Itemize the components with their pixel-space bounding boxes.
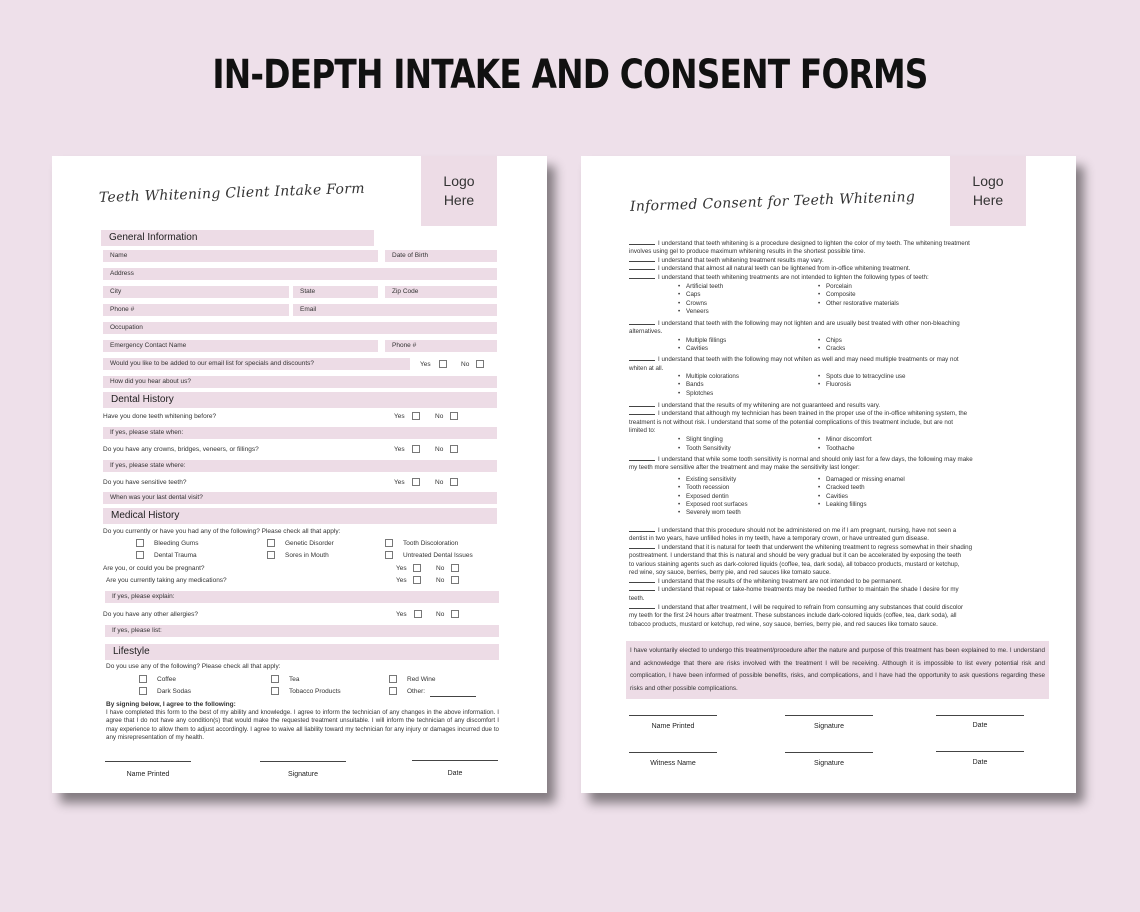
agreement-text: I have completed this form to the best of my ability and knowledge. I agree to inform the technician of any changes in the above information. I agree that I do not have any condition(s) that would make the requested treatment unsuitable. I will inform the technician of any discomfort I may experience to allow them to adjust accordingly. I agree to waive all liability toward my technician for any injury or damages incurred due to any misrepresentation of my health. <box>106 709 499 741</box>
dental-q1-yes-checkbox[interactable] <box>412 412 420 420</box>
consent-line: I understand that teeth with the following may not lighten and are usually best treated with other non-bleaching <box>629 320 960 329</box>
list-item: • Crowns <box>686 300 707 307</box>
pregnant-yes-checkbox[interactable] <box>413 564 421 572</box>
list-item: • Leaking fillings <box>826 501 867 508</box>
zip-field[interactable]: Zip Code <box>385 286 497 298</box>
lifestyle-label: Coffee <box>157 676 177 683</box>
list-item: • Artificial teeth <box>686 283 723 290</box>
phone-field[interactable]: Phone # <box>103 304 289 316</box>
condition-checkbox[interactable] <box>136 551 144 559</box>
medical-q2: Are you, or could you be pregnant? <box>103 565 205 572</box>
dental-q3-no-checkbox[interactable] <box>450 478 458 486</box>
consent-line: I understand that teeth whitening treatments are not intended to lighten the following types of teeth: <box>629 274 929 283</box>
list-item: • Splotches <box>686 390 713 397</box>
intake-form-page <box>52 156 547 793</box>
list-item: • Porcelain <box>826 283 852 290</box>
list-item: • Cavities <box>686 345 708 352</box>
list-item: • Minor discomfort <box>826 436 872 443</box>
name-printed-label: Name Printed <box>651 723 695 730</box>
list-item: • Fluorosis <box>826 381 851 388</box>
yes-label: Yes <box>420 361 431 368</box>
dental-q2-no-checkbox[interactable] <box>450 445 458 453</box>
medications-follow-field[interactable]: If yes, please explain: <box>105 591 499 603</box>
agreement-heading: By signing below, I agree to the following: <box>106 701 236 708</box>
consent-line: whiten at all. <box>629 365 664 372</box>
list-item: • Cavities <box>826 493 848 500</box>
consent-line: I understand that while some tooth sensitivity is normal and should only last for a few days, the following may make <box>629 456 973 465</box>
no-label: No <box>436 577 445 584</box>
consent-line: tobacco products, mustard or ketchup, red wine, soy sauce, berries, berry pie, and red sauces like tomato sauce. <box>629 621 938 628</box>
consent-form-page <box>581 156 1076 793</box>
signature-label: Signature <box>814 760 844 767</box>
intake-form-title: Teeth Whitening Client Intake Form <box>98 180 366 206</box>
signature-line[interactable] <box>936 751 1024 752</box>
list-item: • Veneers <box>686 308 709 315</box>
list-item: • Severely worn teeth <box>686 509 741 516</box>
consent-line: I understand that the results of my whitening are not guaranteed and results vary. <box>629 402 880 411</box>
lifestyle-label: Other: <box>407 688 426 695</box>
city-field[interactable]: City <box>103 286 289 298</box>
medications-yes-checkbox[interactable] <box>413 576 421 584</box>
list-item: • Chips <box>826 337 842 344</box>
email-list-yes-checkbox[interactable] <box>439 360 447 368</box>
consent-line: my teeth for the first 24 hours after treatment. These substances include dark-colored liquids (coffee, tea, dark soda), all <box>629 612 957 619</box>
voluntary-consent-statement: I have voluntarily elected to undergo this treatment/procedure after the nature and purpose of this treatment has been explained to me. I understand and acknowledge that there are risks involved with the treatment I will be receiving. Although it is impossible to list every potential risk and complication, I have been informed of possible benefits, risks, and complications, and I have had the opportunity to ask questions regarding these risks and other possible complications. <box>626 641 1049 699</box>
email-field[interactable]: Email <box>293 304 497 316</box>
consent-line: I understand that repeat or take-home treatments may be needed further to maintain the shade I desire for my <box>629 586 959 595</box>
consent-line: alternatives. <box>629 328 663 335</box>
signature-line[interactable] <box>105 761 191 762</box>
lifestyle-label: Red Wine <box>407 676 436 683</box>
lifestyle-checkbox[interactable] <box>139 675 147 683</box>
yes-label: Yes <box>396 577 407 584</box>
list-item: • Composite <box>826 291 856 298</box>
list-item: • Toothache <box>826 445 855 452</box>
lifestyle-label: Tobacco Products <box>289 688 341 695</box>
yes-label: Yes <box>396 611 407 618</box>
other-input-line[interactable] <box>430 696 476 697</box>
yes-label: Yes <box>396 565 407 572</box>
dental-q1: Have you done teeth whitening before? <box>103 413 217 420</box>
allergies-yes-checkbox[interactable] <box>414 610 422 618</box>
list-item: • Bands <box>686 381 704 388</box>
list-item: • Exposed root surfaces <box>686 501 748 508</box>
date-label: Date <box>972 722 988 729</box>
medical-q1: Do you currently or have you had any of the following? Please check all that apply: <box>103 528 341 535</box>
no-label: No <box>435 413 444 420</box>
date-label: Date <box>972 759 988 766</box>
list-item: • Multiple fillings <box>686 337 726 344</box>
consent-form-title: Informed Consent for Teeth Whitening <box>629 189 916 215</box>
lifestyle-checkbox[interactable] <box>139 687 147 695</box>
lifestyle-checkbox[interactable] <box>389 687 397 695</box>
list-item: • Slight tingling <box>686 436 723 443</box>
list-item: • Cracks <box>826 345 845 352</box>
list-item: • Multiple colorations <box>686 373 739 380</box>
condition-checkbox[interactable] <box>385 539 393 547</box>
consent-line: posttreatment. I understand that this is natural and should be very gradual but it can be accelerated by exposing the teeth <box>629 552 961 559</box>
consent-line: I understand that this procedure should not be administered on me if I am pregnant, nursing, have not seen a <box>629 527 956 536</box>
consent-line: treatment is not without risk. I understand that some of the potential complications of this treatment include, but are not <box>629 419 953 426</box>
section-dental-history: Dental History <box>103 392 497 408</box>
lifestyle-label: Tea <box>289 676 300 683</box>
condition-label: Tooth Discoloration <box>403 540 459 547</box>
list-item: • Damaged or missing enamel <box>826 476 905 483</box>
dental-q3-yes-checkbox[interactable] <box>412 478 420 486</box>
signature-line[interactable] <box>785 715 873 716</box>
list-item: • Tooth recession <box>686 484 729 491</box>
no-label: No <box>436 611 445 618</box>
consent-line: I understand that it is natural for teeth that underwent the whitening treatment to regress somewhat in their shading <box>629 544 972 553</box>
signature-line[interactable] <box>260 761 346 762</box>
consent-line: dentist in two years, have unfilled holes in my teeth, have a temporary crown, or have untreated gum disease. <box>629 535 929 542</box>
medications-no-checkbox[interactable] <box>451 576 459 584</box>
condition-label: Untreated Dental Issues <box>403 552 473 559</box>
dental-q1-follow-field[interactable]: If yes, please state when: <box>103 427 497 439</box>
condition-checkbox[interactable] <box>385 551 393 559</box>
condition-label: Dental Trauma <box>154 552 197 559</box>
condition-checkbox[interactable] <box>267 551 275 559</box>
condition-label: Genetic Disorder <box>285 540 334 547</box>
email-list-question: Would you like to be added to our email list for specials and discounts? <box>103 358 410 370</box>
email-list-no-checkbox[interactable] <box>476 360 484 368</box>
pregnant-no-checkbox[interactable] <box>451 564 459 572</box>
lifestyle-checkbox[interactable] <box>271 675 279 683</box>
section-medical-history: Medical History <box>103 508 497 524</box>
section-lifestyle: Lifestyle <box>105 644 499 660</box>
referral-field[interactable]: How did you hear about us? <box>103 376 497 388</box>
dental-q2: Do you have any crowns, bridges, veneers, or fillings? <box>103 446 259 453</box>
condition-label: Sores in Mouth <box>285 552 329 559</box>
signature-line[interactable] <box>629 752 717 753</box>
consent-line: I understand that almost all natural teeth can be lightened from in-office whitening treatment. <box>629 265 910 274</box>
list-item: • Existing sensitivity <box>686 476 736 483</box>
list-item: • Other restorative materials <box>826 300 899 307</box>
page-headline: IN-DEPTH INTAKE AND CONSENT FORMS <box>212 52 928 98</box>
logo-placeholder: Logo Here <box>950 156 1026 226</box>
consent-line: limited to: <box>629 427 656 434</box>
no-label: No <box>435 446 444 453</box>
consent-line: I understand that teeth with the following may not whiten as well and may need multiple treatments or may not <box>629 356 959 365</box>
signature-label: Signature <box>288 771 318 778</box>
lifestyle-checkbox[interactable] <box>389 675 397 683</box>
condition-label: Bleeding Gums <box>154 540 199 547</box>
signature-line[interactable] <box>936 715 1024 716</box>
dob-field[interactable]: Date of Birth <box>385 250 497 262</box>
allergies-follow-field[interactable]: If yes, please list: <box>105 625 499 637</box>
consent-line: my teeth more sensitive after the treatment and may make the sensitivity last longer: <box>629 464 860 471</box>
yes-label: Yes <box>394 446 405 453</box>
emergency-phone-field[interactable]: Phone # <box>385 340 497 352</box>
consent-line: teeth. <box>629 595 645 602</box>
no-label: No <box>461 361 470 368</box>
consent-line: involves using gel to produce maximum whitening results in the shortest possible time. <box>629 248 866 255</box>
dental-q2-yes-checkbox[interactable] <box>412 445 420 453</box>
yes-label: Yes <box>394 479 405 486</box>
no-label: No <box>436 565 445 572</box>
signature-line[interactable] <box>629 715 717 716</box>
dental-q3: Do you have sensitive teeth? <box>103 479 187 486</box>
medical-q3: Are you currently taking any medications? <box>106 577 227 584</box>
list-item: • Cracked teeth <box>826 484 865 491</box>
name-printed-label: Name Printed <box>126 771 170 778</box>
emergency-contact-field[interactable]: Emergency Contact Name <box>103 340 378 352</box>
condition-checkbox[interactable] <box>267 539 275 547</box>
consent-line: to various staining agents such as dark-colored liquids (coffee, tea, dark soda), all tobacco products, mustard or ketchup, <box>629 561 960 568</box>
dental-q1-no-checkbox[interactable] <box>450 412 458 420</box>
consent-line: I understand that although my technician has been trained in the proper use of the in-office whitening system, the <box>629 410 967 419</box>
name-field[interactable]: Name <box>103 250 378 262</box>
consent-line: I understand that after treatment, I will be required to refrain from consuming any substances that could discolor <box>629 604 963 613</box>
lifestyle-label: Dark Sodas <box>157 688 191 695</box>
list-item: • Exposed dentin <box>686 493 729 500</box>
medical-q4: Do you have any other allergies? <box>103 611 199 618</box>
logo-placeholder: Logo Here <box>421 156 497 226</box>
signature-line[interactable] <box>412 760 498 761</box>
witness-name-label: Witness Name <box>650 760 696 767</box>
list-item: • Tooth Sensitivity <box>686 445 731 452</box>
allergies-no-checkbox[interactable] <box>451 610 459 618</box>
state-field[interactable]: State <box>293 286 378 298</box>
consent-line: I understand that teeth whitening treatment results may vary. <box>629 257 824 266</box>
occupation-field[interactable]: Occupation <box>103 322 497 334</box>
last-dental-visit-field[interactable]: When was your last dental visit? <box>103 492 497 504</box>
signature-label: Signature <box>814 723 844 730</box>
signature-line[interactable] <box>785 752 873 753</box>
consent-line: I understand that teeth whitening is a procedure designed to lighten the color of my teeth. The whitening treatment <box>629 240 970 249</box>
date-label: Date <box>447 770 463 777</box>
condition-checkbox[interactable] <box>136 539 144 547</box>
list-item: • Spots due to tetracycline use <box>826 373 905 380</box>
consent-line: I understand that the results of the whitening treatment are not intended to be permanent. <box>629 578 903 587</box>
consent-line: red wine, soy sauce, berries, berry pie, and red sauces like tomato sauce. <box>629 569 831 576</box>
dental-q2-follow-field[interactable]: If yes, please state where: <box>103 460 497 472</box>
section-general-information: General Information <box>101 230 374 246</box>
lifestyle-checkbox[interactable] <box>271 687 279 695</box>
address-field[interactable]: Address <box>103 268 497 280</box>
no-label: No <box>435 479 444 486</box>
list-item: • Caps <box>686 291 700 298</box>
yes-label: Yes <box>394 413 405 420</box>
lifestyle-q1: Do you use any of the following? Please check all that apply: <box>106 663 281 670</box>
